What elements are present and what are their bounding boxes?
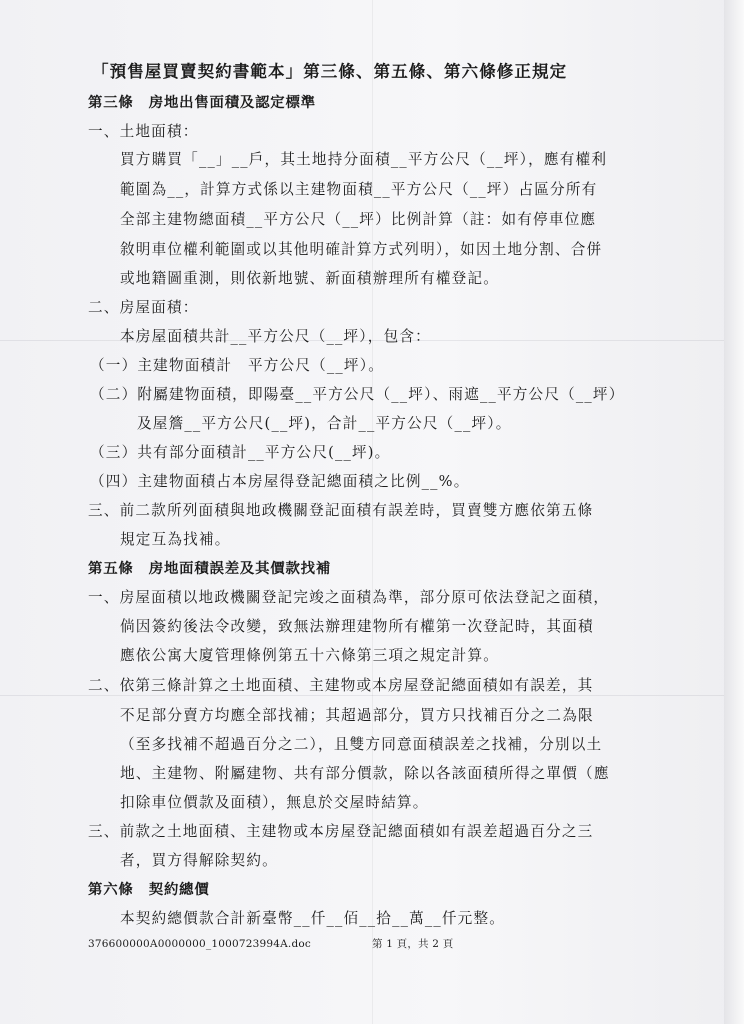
article5-item1-line: 應依公寓大廈管理條例第五十六條第三項之規定計算。 [120, 647, 500, 664]
article5-item2-line: 扣除車位價款及面積），無息於交屋時結算。 [120, 794, 429, 811]
article3-heading: 第三條 房地出售面積及認定標準 [88, 94, 316, 111]
article3-item2-sub: （三）共有部分面積計__平方公尺(__坪)。 [90, 444, 391, 461]
article3-item1-line: 範圍為__，計算方式係以主建物面積__平方公尺（__坪）占區分所有 [120, 181, 598, 198]
article3-item2-sub: （二）附屬建物面積，即陽臺__平方公尺（__坪）、雨遮__平方公尺（__坪） [90, 386, 625, 403]
footer-filename: 376600000A0000000_1000723994A.doc [88, 938, 311, 950]
article3-item1-line: 買方購買「__」__戶，其土地持分面積__平方公尺（__坪），應有權利 [120, 151, 608, 168]
document-title: 「預售屋買賣契約書範本」第三條、第五條、第六條修正規定 [92, 62, 568, 81]
article3-item1-label: 一、土地面積： [88, 123, 199, 140]
article5-heading: 第五條 房地面積誤差及其價款找補 [88, 560, 332, 577]
page-edge [724, 0, 744, 1024]
article5-item1-line: 倘因簽約後法令改變，致無法辦理建物所有權第一次登記時，其面積 [120, 618, 594, 635]
article3-item2-intro: 本房屋面積共計__平方公尺（__坪），包含： [120, 328, 431, 345]
article5-item1-line: 一、房屋面積以地政機關登記完竣之面積為準，部分原可依法登記之面積， [88, 589, 610, 606]
footer-page-number: 第 1 頁，共 2 頁 [372, 938, 454, 950]
article3-item1-line: 全部主建物總面積__平方公尺（__坪）比例計算（註：如有停車位應 [120, 211, 597, 228]
article3-item3-line: 三、前二款所列面積與地政機關登記面積有誤差時，買賣雙方應依第五條 [88, 502, 594, 519]
article6-line: 本契約總價款合計新臺幣__仟__佰__拾__萬__仟元整。 [120, 910, 506, 927]
article6-heading: 第六條 契約總價 [88, 881, 210, 898]
article5-item2-line: 二、依第三條計算之土地面積、主建物或本房屋登記總面積如有誤差，其 [88, 677, 594, 694]
article3-item2-sub: 及屋簷__平方公尺(__坪)，合計__平方公尺（__坪）。 [137, 415, 512, 432]
article3-item1-line: 或地籍圖重測，則依新地號、新面積辦理所有權登記。 [120, 270, 500, 287]
article5-item3-line: 三、前款之土地面積、主建物或本房屋登記總面積如有誤差超過百分之三 [88, 823, 594, 840]
article5-item2-line: 不足部分賣方均應全部找補；其超過部分，買方只找補百分之二為限 [120, 707, 594, 724]
article5-item2-line: （至多找補不超過百分之二），且雙方同意面積誤差之找補，分別以土 [120, 736, 603, 753]
article3-item3-line: 規定互為找補。 [120, 531, 231, 548]
article3-item2-label: 二、房屋面積： [88, 299, 199, 316]
article5-item2-line: 地、主建物、附屬建物、共有部分價款，除以各該面積所得之單價（應 [120, 765, 610, 782]
article3-item1-line: 敘明車位權利範圍或以其他明確計算方式列明），如因土地分割、合併 [120, 241, 603, 258]
article5-item3-line: 者，買方得解除契約。 [120, 852, 278, 869]
article3-item2-sub: （四）主建物面積占本房屋得登記總面積之比例__%。 [90, 473, 470, 490]
article3-item2-sub: （一）主建物面積計 平方公尺（__坪）。 [90, 357, 384, 374]
